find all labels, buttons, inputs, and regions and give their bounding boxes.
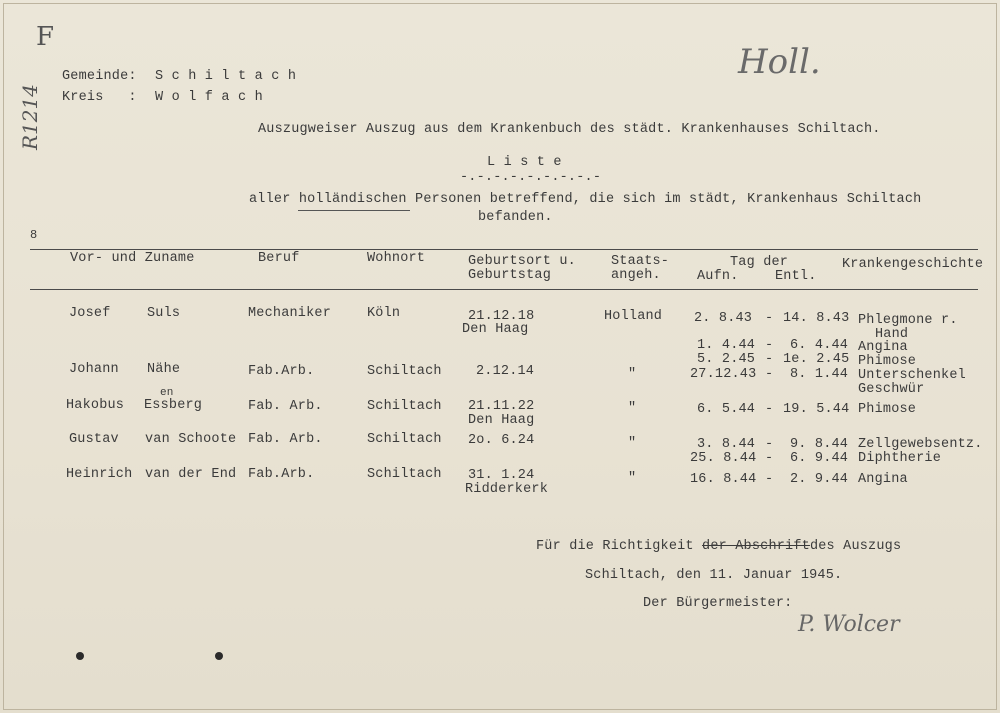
entry-diagnosis: Angina — [858, 472, 908, 487]
row-number: 8 — [30, 228, 38, 242]
row-beruf: Mechaniker — [248, 306, 332, 321]
entry-aufn: 25. 8.44 — [690, 451, 757, 466]
header-staats: Staats- — [611, 254, 670, 269]
header-geburt-2: Geburtstag — [468, 268, 552, 283]
row-geb-datum: 21.11.22 — [468, 399, 535, 414]
liste-dashes: -.-.-.-.-.-.-.-.- — [460, 170, 602, 185]
row-beruf: Fab.Arb. — [248, 467, 315, 482]
underlined-word: holländischen — [298, 192, 407, 207]
entry-sep: - — [765, 311, 774, 326]
entry-sep: - — [765, 451, 774, 466]
entry-entl: 19. 5.44 — [783, 402, 850, 417]
entry-aufn: 1. 4.44 — [697, 338, 756, 353]
row-geb-datum: 31. 1.24 — [468, 468, 535, 483]
struck-text: der Abschrift — [702, 539, 810, 554]
entry-diagnosis: Phimose — [858, 402, 917, 417]
row-zuname: Suls — [147, 306, 181, 321]
row-geb-datum: 2.12.14 — [476, 364, 535, 379]
row-zuname: Essberg — [144, 398, 203, 413]
entry-diagnosis: Phlegmone r. — [858, 313, 958, 328]
entry-sep: - — [765, 472, 774, 487]
entry-entl: 2. 9.44 — [790, 472, 849, 487]
corner-letter-note: F — [36, 22, 55, 52]
entry-diagnosis: Phimose — [858, 354, 917, 369]
subtitle-line: aller holländischen Personen betreffend, die sich im städt, Krankenhaus Schiltach — [249, 192, 922, 207]
entry-entl: 6. 4.44 — [790, 338, 849, 353]
entry-sep: - — [765, 437, 774, 452]
entry-aufn: 3. 8.44 — [697, 437, 756, 452]
row-staats: Holland — [604, 309, 663, 324]
row-beruf: Fab.Arb. — [248, 364, 315, 379]
row-zuname: van Schoote — [145, 432, 237, 447]
row-geb-datum: 2o. 6.24 — [468, 433, 535, 448]
underline-mark — [298, 210, 410, 211]
entry-diagnosis: Angina — [858, 340, 908, 355]
entry-entl: 6. 9.44 — [790, 451, 849, 466]
row-geb-ort: Den Haag — [468, 413, 535, 428]
row-wohnort: Schiltach — [367, 364, 442, 379]
header-entl: Entl. — [775, 269, 817, 284]
entry-aufn: 6. 5.44 — [697, 402, 756, 417]
kreis-label: Kreis : — [62, 90, 137, 105]
row-vorname: Hakobus — [66, 398, 125, 413]
gemeinde-value: S c h i l t a c h — [155, 69, 297, 84]
entry-sep: - — [765, 338, 774, 353]
entry-sep: - — [765, 367, 774, 382]
row-beruf: Fab. Arb. — [248, 432, 323, 447]
signature: P. Wolcer — [798, 612, 900, 637]
liste-heading: L i s t e — [487, 155, 562, 170]
row-staats: " — [628, 367, 637, 382]
header-geburt: Geburtsort u. — [468, 254, 576, 269]
row-zuname: van der End — [145, 467, 237, 482]
row-zuname-insert: en — [160, 387, 174, 399]
document-title: Auszugweiser Auszug aus dem Krankenbuch des städt. Krankenhauses Schiltach. — [258, 122, 881, 137]
row-wohnort: Schiltach — [367, 399, 442, 414]
entry-sep: - — [765, 352, 774, 367]
entry-aufn: 2. 8.43 — [694, 311, 753, 326]
entry-diagnosis: Diphtherie — [858, 451, 942, 466]
entry-entl: 9. 8.44 — [790, 437, 849, 452]
vertical-reference-note: R1214 — [18, 84, 42, 150]
row-vorname: Heinrich — [66, 467, 133, 482]
entry-diagnosis: Zellgewebsentz. — [858, 437, 983, 452]
row-staats: " — [628, 471, 637, 486]
entry-aufn: 5. 2.45 — [697, 352, 756, 367]
row-wohnort: Schiltach — [367, 432, 442, 447]
row-geb-datum: 21.12.18 — [468, 309, 535, 324]
header-wohnort: Wohnort — [367, 251, 426, 266]
header-name: Vor- und Zuname — [70, 251, 195, 266]
header-krankengeschichte: Krankengeschichte — [842, 257, 984, 272]
header-beruf: Beruf — [258, 251, 300, 266]
header-staats-2: angeh. — [611, 268, 661, 283]
place-date-line: Schiltach, den 11. Januar 1945. — [585, 568, 843, 583]
entry-entl: 1e. 2.45 — [783, 352, 850, 367]
table-top-rule — [30, 249, 978, 250]
header-aufn: Aufn. — [697, 269, 739, 284]
row-beruf: Fab. Arb. — [248, 399, 323, 414]
entry-diagnosis: Unterschenkel — [858, 368, 966, 383]
row-wohnort: Schiltach — [367, 467, 442, 482]
row-staats: " — [628, 436, 637, 451]
row-wohnort: Köln — [367, 306, 401, 321]
row-vorname: Josef — [69, 306, 111, 321]
row-vorname: Gustav — [69, 432, 119, 447]
entry-diagnosis-2: Hand — [875, 327, 909, 342]
header-tag: Tag der — [730, 255, 789, 270]
certification-line: Für die Richtigkeit der Abschriftdes Auszugs — [536, 539, 902, 554]
handwritten-note: Holl. — [738, 42, 821, 82]
kreis-value: W o l f a c h — [155, 90, 263, 105]
row-geb-ort: Den Haag — [462, 322, 529, 337]
entry-diagnosis-2: Geschwür — [858, 382, 925, 397]
entry-aufn: 16. 8.44 — [690, 472, 757, 487]
mayor-label: Der Bürgermeister: — [643, 596, 793, 611]
punch-hole-right — [215, 652, 223, 660]
entry-sep: - — [765, 402, 774, 417]
subtitle-line-end: befanden. — [478, 210, 553, 225]
entry-entl: 8. 1.44 — [790, 367, 849, 382]
row-geb-ort: Ridderkerk — [465, 482, 549, 497]
entry-aufn: 27.12.43 — [690, 367, 757, 382]
punch-hole-left — [76, 652, 84, 660]
row-staats: " — [628, 401, 637, 416]
row-vorname: Johann — [69, 362, 119, 377]
gemeinde-label: Gemeinde: — [62, 69, 137, 84]
entry-entl: 14. 8.43 — [783, 311, 850, 326]
table-header-rule — [30, 289, 978, 290]
row-zuname: Nähe — [147, 362, 181, 377]
